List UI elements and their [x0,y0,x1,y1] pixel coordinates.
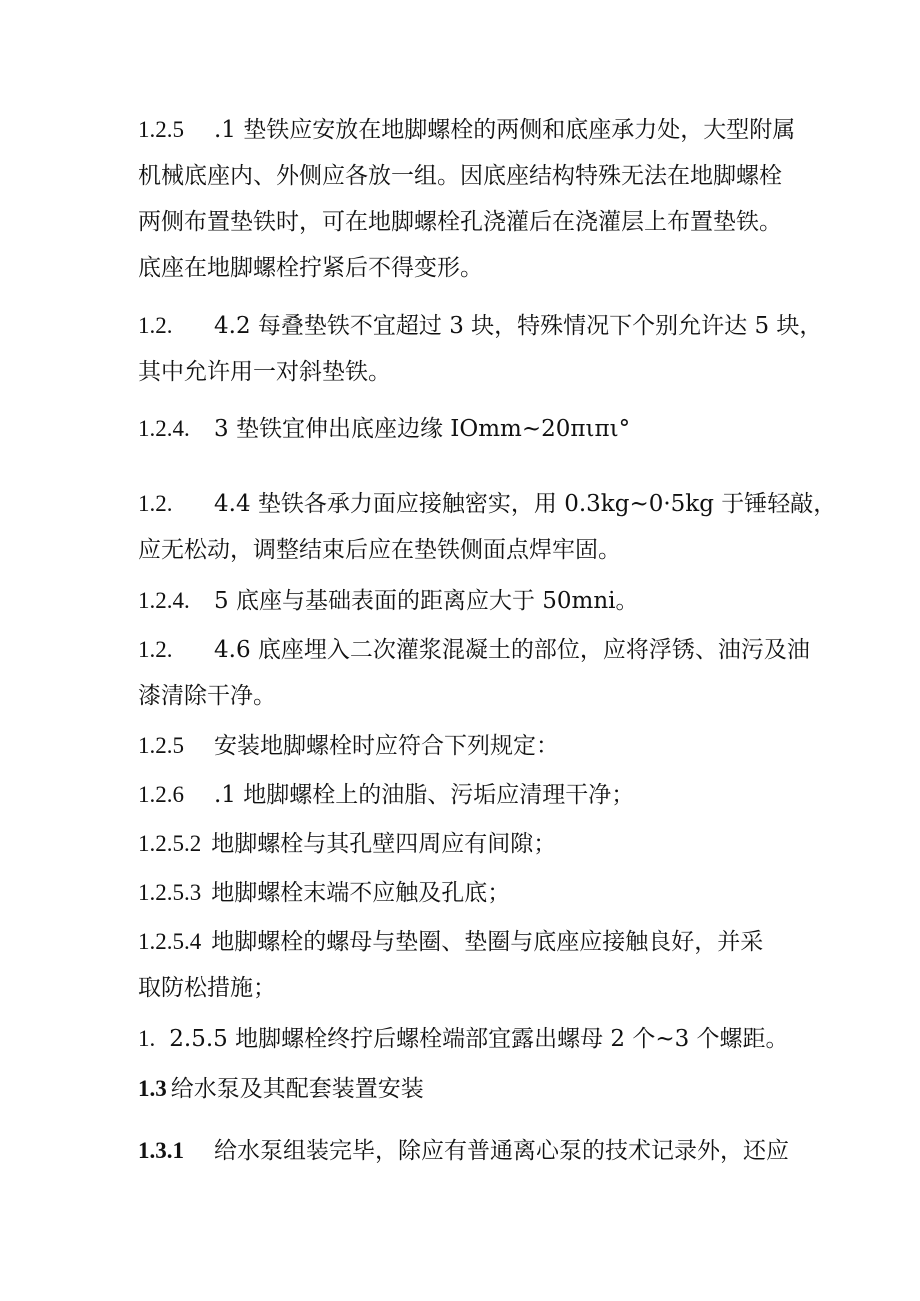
paragraph-1-2-4-5 [138,578,838,624]
text-line [138,723,838,769]
clause-number: 1.2.4. [138,588,190,613]
text-line [138,527,838,573]
paragraph-1-2-5-2 [138,821,838,867]
text-line [138,107,838,153]
clause-number: 1.3.1 [138,1138,184,1163]
text-line [138,1016,838,1062]
paragraph-1-2-5-1 [138,107,838,291]
text-line [138,870,838,916]
clause-text: 4.4 垫铁各承力面应接触密实，用 0.3kg~0·5kg 于锤轻敲， [214,491,837,517]
clause-text: 应无松动，调整结束后应在垫铁侧面点焊牢固。 [138,537,621,563]
clause-number: 1. [138,1026,156,1051]
clause-number: 1.2. [138,313,173,338]
paragraph-1-2-4-6 [138,627,838,719]
paragraph-1-2-5-4 [138,919,838,1011]
clause-number: 1.2.5.4 [138,929,202,954]
clause-text: 4.2 每叠垫铁不宜超过 3 块，特殊情况下个别允许达 5 块， [214,313,823,339]
text-line [138,965,838,1011]
paragraph-1-2-4-2 [138,303,838,395]
text-line [138,627,838,673]
clause-number: 1.2.5 [138,117,184,142]
clause-number: 1.2.4. [138,416,190,441]
clause-number: 1.2.5 [138,733,184,758]
clause-text: 两侧布置垫铁时，可在地脚螺栓孔浇灌后在浇灌层上布置垫铁。 [138,209,782,235]
text-line [138,349,838,395]
paragraph-1-2-5-5 [138,1016,838,1062]
clause-number: 1.2. [138,491,173,516]
text-line [138,772,838,818]
clause-text: 机械底座内、外侧应各放一组。因底座结构特殊无法在地脚螺栓 [138,163,782,189]
clause-text: 漆清除干净。 [138,683,276,709]
section-number: 1.3 [138,1076,167,1101]
clause-number: 1.2. [138,637,173,662]
clause-number: 1.2.5.2 [138,831,202,856]
text-line [138,406,838,452]
text-line [138,153,838,199]
text-line [138,303,838,349]
text-line [138,1128,838,1174]
paragraph-1-2-5-3 [138,870,838,916]
text-line [138,578,838,624]
clause-text: 给水泵组装完毕，除应有普通离心泵的技术记录外，还应 [214,1138,789,1164]
paragraph-1-2-6-1 [138,772,838,818]
clause-number: 1.2.6 [138,782,184,807]
clause-text: 地脚螺栓末端不应触及孔底； [211,880,511,906]
clause-text: .1 垫铁应安放在地脚螺栓的两侧和底座承力处，大型附属 [214,117,796,143]
clause-text: 地脚螺栓的螺母与垫圈、垫圈与底座应接触良好，并采 [211,929,764,955]
text-line [138,245,838,291]
text-line [138,673,838,719]
clause-text: .1 地脚螺栓上的油脂、污垢应清理干净； [214,782,635,808]
clause-text: 2.5.5 地脚螺栓终拧后螺栓端部宜露出螺母 2 个~3 个螺距。 [169,1026,789,1052]
clause-text: 4.6 底座埋入二次灌浆混凝土的部位，应将浮锈、油污及油 [214,637,810,663]
clause-text: 安装地脚螺栓时应符合下列规定： [214,733,559,759]
clause-text: 其中允许用一对斜垫铁。 [138,359,391,385]
section-heading-1-3 [138,1066,838,1112]
clause-text: 3 垫铁宜伸出底座边缘 IOmm~20πιπι° [214,416,631,442]
clause-text: 5 底座与基础表面的距离应大于 50mni。 [214,588,639,614]
text-line [138,821,838,867]
text-line [138,919,838,965]
paragraph-1-2-5 [138,723,838,769]
clause-text: 底座在地脚螺栓拧紧后不得变形。 [138,255,483,281]
section-title: 给水泵及其配套装置安装 [170,1076,424,1102]
text-line [138,481,838,527]
paragraph-1-2-4-4 [138,481,838,573]
clause-number: 1.2.5.3 [138,880,202,905]
clause-text: 地脚螺栓与其孔壁四周应有间隙； [211,831,557,857]
paragraph-1-3-1 [138,1128,838,1174]
text-line [138,199,838,245]
paragraph-1-2-4-3 [138,406,838,452]
clause-text: 取防松措施； [138,975,276,1001]
text-line [138,1066,838,1112]
